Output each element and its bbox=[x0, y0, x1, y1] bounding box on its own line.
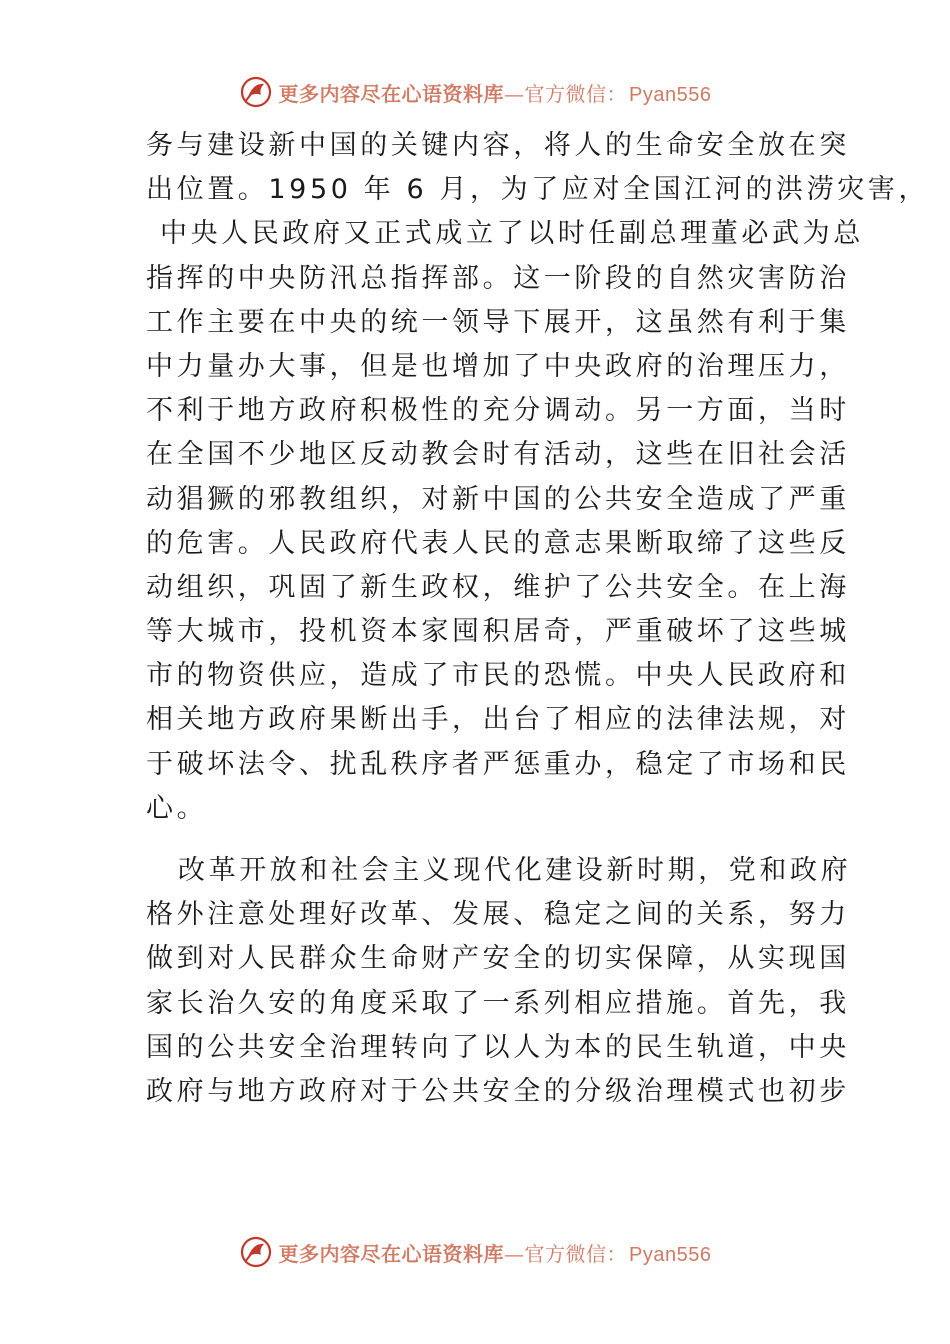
text-line: 的危害。人民政府代表人民的意志果断取缔了这些反 bbox=[146, 527, 850, 559]
text-line: 市的物资供应，造成了市民的恐慌。中央人民政府和 bbox=[146, 660, 850, 692]
header-banner-text bbox=[279, 78, 712, 107]
text-line: 出位置。1950 年 6 月，为了应对全国江河的洪涝灾害， bbox=[146, 174, 930, 206]
footer-banner-label: 官方微信： bbox=[524, 1241, 628, 1266]
footer-banner-text bbox=[279, 1238, 712, 1267]
footer-banner bbox=[0, 1232, 950, 1272]
header-banner-label: 官方微信： bbox=[524, 81, 628, 106]
text-line: 中央人民政府又正式成立了以时任副总理董必武为总 bbox=[160, 218, 864, 250]
text-line: 做到对人民群众生命财产安全的切实保障，从实现国 bbox=[146, 943, 850, 975]
footer-banner-lead: 更多内容尽在心语资料库 bbox=[278, 1241, 505, 1266]
text-line: 在全国不少地区反动教会时有活动，这些在旧社会活 bbox=[146, 439, 850, 471]
logo-icon bbox=[239, 1235, 273, 1269]
text-line: 于破坏法令、扰乱秩序者严惩重办，稳定了市场和民 bbox=[146, 748, 850, 780]
text-line: 相关地方政府果断出手，出台了相应的法律法规，对 bbox=[146, 704, 850, 736]
text-line: 等大城市，投机资本家囤积居奇，严重破坏了这些城 bbox=[146, 616, 850, 648]
text-line: 家长治久安的角度采取了一系列相应措施。首先，我 bbox=[146, 987, 850, 1019]
text-line: 动组织，巩固了新生政权，维护了公共安全。在上海 bbox=[146, 571, 850, 603]
paragraph-1 bbox=[146, 124, 930, 831]
text-line: 工作主要在中央的统一领导下展开，这虽然有利于集 bbox=[146, 306, 850, 338]
text-line: 中力量办大事，但是也增加了中央政府的治理压力， bbox=[146, 350, 850, 382]
header-banner-dash: — bbox=[504, 81, 525, 106]
document-body bbox=[146, 124, 930, 1114]
header-banner-id: Pyan556 bbox=[629, 83, 712, 106]
text-line: 心。 bbox=[146, 792, 208, 824]
text-line: 动猖獗的邪教组织，对新中国的公共安全造成了严重 bbox=[146, 483, 850, 515]
footer-banner-id: Pyan556 bbox=[629, 1243, 712, 1266]
paragraph-2 bbox=[146, 849, 852, 1114]
footer-banner-dash: — bbox=[504, 1241, 525, 1266]
text-line: 政府与地方政府对于公共安全的分级治理模式也初步 bbox=[146, 1075, 850, 1107]
header-banner bbox=[0, 72, 950, 112]
header-banner-lead: 更多内容尽在心语资料库 bbox=[278, 81, 505, 106]
text-line: 指挥的中央防汛总指挥部。这一阶段的自然灾害防治 bbox=[146, 262, 850, 294]
text-line: 务与建设新中国的关键内容，将人的生命安全放在突 bbox=[146, 130, 850, 161]
text-line: 改革开放和社会主义现代化建设新时期，党和政府 bbox=[178, 855, 852, 886]
text-line: 不利于地方政府积极性的充分调动。另一方面，当时 bbox=[146, 395, 850, 427]
text-line: 国的公共安全治理转向了以人为本的民生轨道，中央 bbox=[146, 1031, 850, 1063]
logo-icon bbox=[239, 75, 273, 109]
text-line: 格外注意处理好改革、发展、稳定之间的关系，努力 bbox=[146, 899, 850, 931]
